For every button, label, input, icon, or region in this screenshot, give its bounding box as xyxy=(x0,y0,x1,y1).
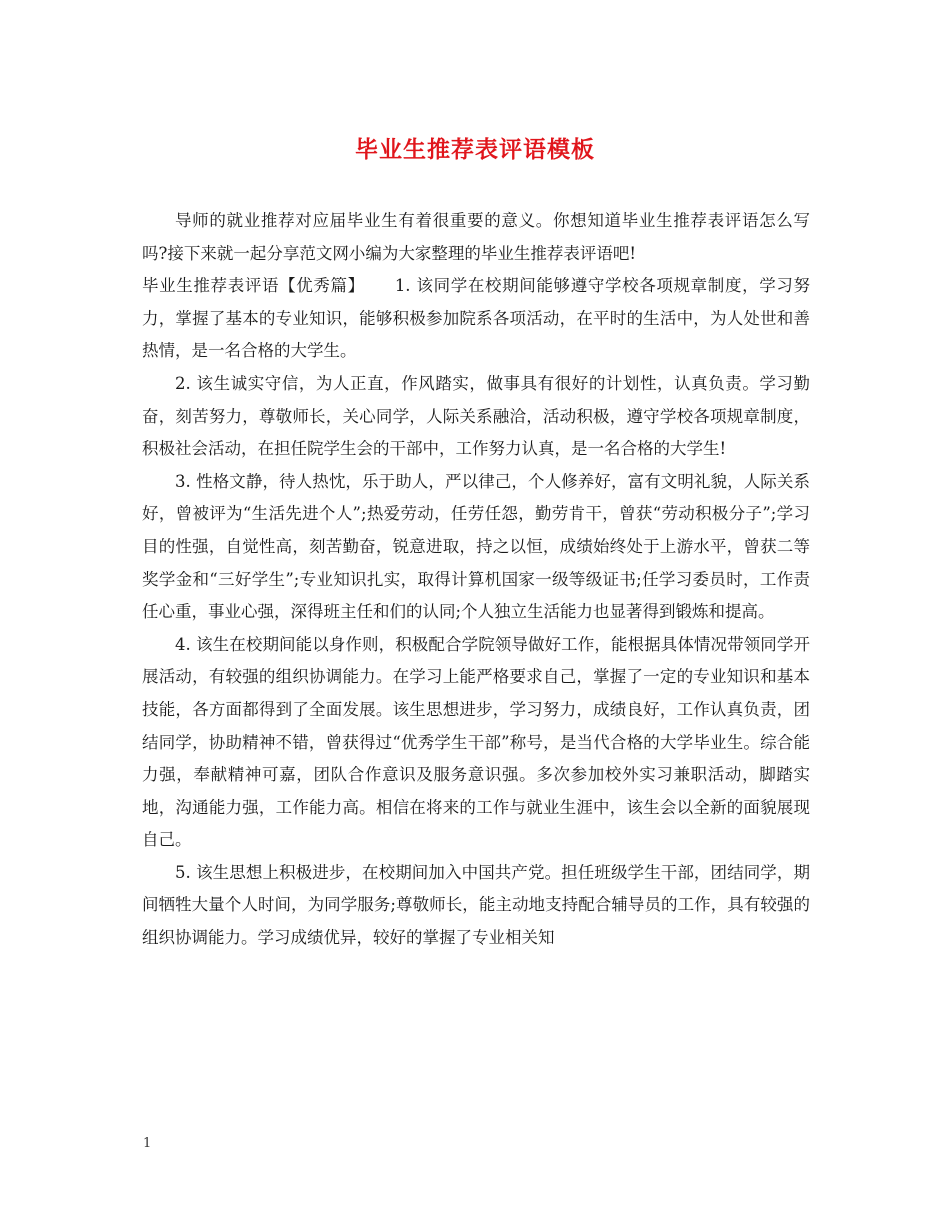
section-paragraph xyxy=(142,270,810,368)
paragraph-4: 4. 该生在校期间能以身作则，积极配合学院领导做好工作，能根据具体情况带领同学开展活动，有较强的组织协调能力。在学习上能严格要求自己，掌握了一定的专业知识和基本技能，各方面都得到了全面发展。该生思想进步，学习努力，成绩良好，工作认真负责，团结同学，协助精神不错，曾获得过“优秀学生干部”称号，是当代合格的大学毕业生。综合能力强，奉献精神可嘉，团队合作意识及服务意识强。多次参加校外实习兼职活动，脚踏实地，沟通能力强，工作能力高。相信在将来的工作与就业生涯中，该生会以全新的面貌展现自己。 xyxy=(142,634,810,850)
document-body xyxy=(142,205,810,955)
paragraph-1: 1. 该同学在校期间能够遵守学校各项规章制度，学习努力，掌握了基本的专业知识，能够积极参加院系各项活动，在平时的生活中，为人处世和善热情，是一名合格的大学生。 xyxy=(142,276,810,361)
paragraph-3: 3. 性格文静，待人热忱，乐于助人，严以律己，个人修养好，富有文明礼貌，人际关系好，曾被评为“生活先进个人”;热爱劳动，任劳任怨，勤劳肯干，曾获“劳动积极分子”;学习目的性强，自觉性高，刻苦勤奋，锐意进取，持之以恒，成绩始终处于上游水平，曾获二等奖学金和“三好学生”;专业知识扎实，取得计算机国家一级等级证书;任学习委员时，工作责任心重，事业心强，深得班主任和们的认同;个人独立生活能力也显著得到锻炼和提高。 xyxy=(142,471,810,622)
paragraph-2: 2. 该生诚实守信，为人正直，作风踏实，做事具有很好的计划性，认真负责。学习勤奋，刻苦努力，尊敬师长，关心同学，人际关系融洽，活动积极，遵守学校各项规章制度，积极社会活动，在担任院学生会的干部中，工作努力认真，是一名合格的大学生! xyxy=(142,373,810,459)
document-title: 毕业生推荐表评语模板 xyxy=(355,137,595,163)
page-number: 1 xyxy=(143,1136,152,1151)
section-heading: 毕业生推荐表评语【优秀篇】 xyxy=(142,276,365,296)
intro-paragraph: 导师的就业推荐对应届毕业生有着很重要的意义。你想知道毕业生推荐表评语怎么写吗?接下来就一起分享范文网小编为大家整理的毕业生推荐表评语吧! xyxy=(142,211,810,263)
paragraph-5: 5. 该生思想上积极进步，在校期间加入中国共产党。担任班级学生干部，团结同学，期间牺牲大量个人时间，为同学服务;尊敬师长，能主动地支持配合辅导员的工作，具有较强的组织协调能力。学习成绩优异，较好的掌握了专业相关知 xyxy=(142,862,810,948)
